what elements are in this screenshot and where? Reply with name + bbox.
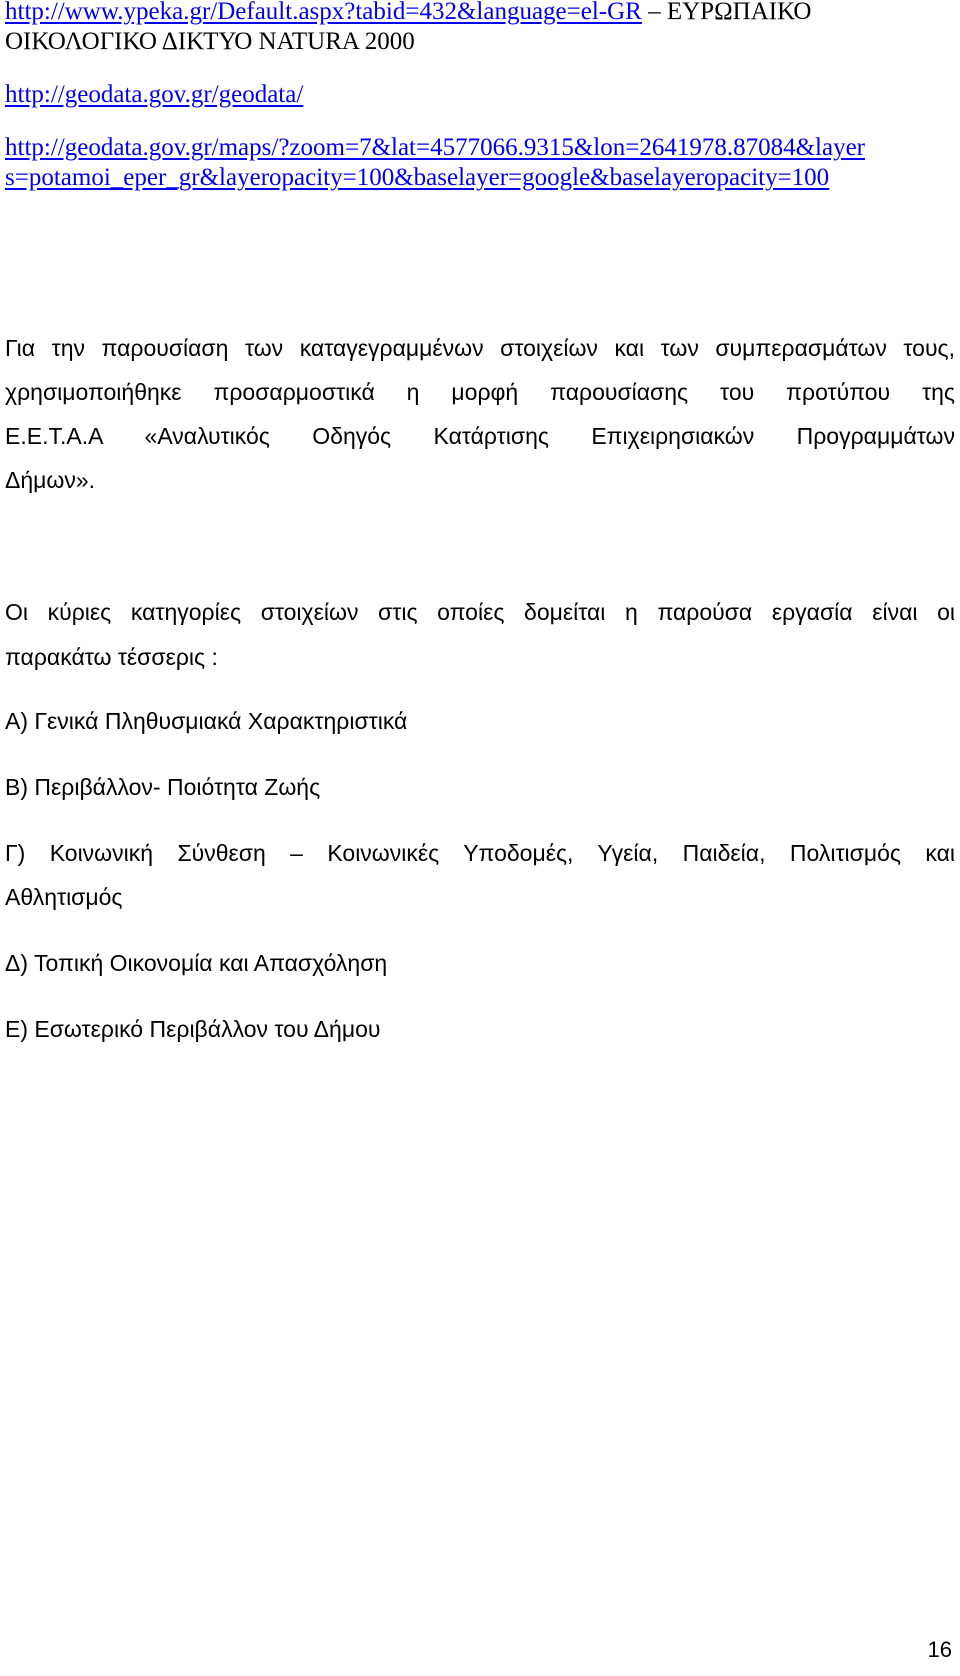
paragraph2-line1: Οι κύριες κατηγορίες στοιχείων στις οποίες δομείται η παρούσα εργασία είναι οι <box>5 599 955 625</box>
geodata-link[interactable]: http://geodata.gov.gr/geodata/ <box>5 81 304 108</box>
category-e: Ε) Εσωτερικό Περιβάλλον του Δήμου <box>5 1016 381 1042</box>
paragraph1-line2: χρησιμοποιήθηκε προσαρμοστικά η μορφή παρουσίασης του προτύπου της <box>5 379 955 405</box>
reference-line-maps <box>5 133 865 163</box>
natura-title-part1: – ΕΥΡΩΠΑΙΚΟ <box>648 0 812 25</box>
category-b: Β) Περιβάλλον- Ποιότητα Ζωής <box>5 774 321 800</box>
reference-line-geodata <box>5 80 303 110</box>
maps-link-part1[interactable]: http://geodata.gov.gr/maps/?zoom=7&lat=4577066.9315&lon=2641978.87084&layer <box>5 134 865 161</box>
maps-link-part2[interactable]: s=potamoi_eper_gr&layeropacity=100&baselayer=google&baselayeropacity=100 <box>5 164 830 191</box>
reference-line-natura <box>5 0 811 27</box>
paragraph2-line2: παρακάτω τέσσερις : <box>5 644 218 670</box>
natura-title-part2: ΟΙΚΟΛΟΓΙΚΟ ΔΙΚΤΥΟ NATURA 2000 <box>5 28 415 55</box>
category-c-line1: Γ) Κοινωνική Σύνθεση – Κοινωνικές Υποδομές, Υγεία, Παιδεία, Πολιτισμός και <box>5 840 955 866</box>
category-a: Α) Γενικά Πληθυσμιακά Χαρακτηριστικά <box>5 708 408 734</box>
paragraph1-line1: Για την παρουσίαση των καταγεγραμμένων στοιχείων και των συμπερασμάτων τους, <box>5 335 955 361</box>
reference-line-maps-cont <box>5 163 829 193</box>
category-d: Δ) Τοπική Οικονομία και Απασχόληση <box>5 950 388 976</box>
ypeka-link[interactable]: http://www.ypeka.gr/Default.aspx?tabid=432&language=el-GR <box>5 0 642 25</box>
paragraph1-line4: Δήμων». <box>5 467 96 493</box>
page-number: 16 <box>927 1637 952 1662</box>
category-c-line2: Αθλητισμός <box>5 884 123 910</box>
paragraph1-line3: Ε.Ε.Τ.Α.Α «Αναλυτικός Οδηγός Κατάρτισης Επιχειρησιακών Προγραμμάτων <box>5 423 955 449</box>
